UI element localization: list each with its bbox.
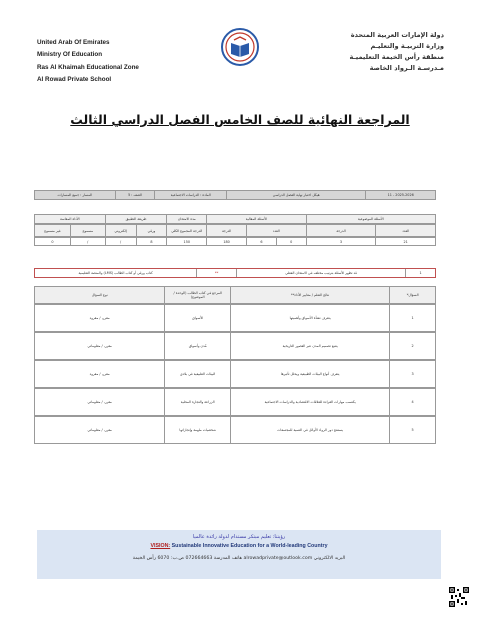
subject-label: المادة : الدراسات الاجتماعية	[154, 191, 226, 199]
row-outcome: يتتبع تصميم المدن عبر العصور التاريخية	[230, 333, 389, 359]
col-outcome: نتائج التعلم / معايير الأداء**	[230, 287, 389, 303]
school-header-arabic	[350, 30, 444, 74]
row-reference: الزراعة والتجارة المحلية	[164, 389, 230, 415]
value-cell: 180	[206, 238, 246, 245]
group-header-row	[34, 214, 436, 224]
objective-header: الأسئلة الموضوعية	[306, 215, 435, 223]
essay-header: الأسئلة المقالية	[206, 215, 306, 223]
note-number: 1	[405, 269, 435, 277]
vision-footer	[37, 530, 441, 579]
row-number: 2	[389, 333, 435, 359]
vision-english	[37, 543, 441, 549]
value-cell: 3	[306, 238, 376, 245]
info-row	[34, 190, 436, 200]
sub-header: غير مسموع	[44, 228, 61, 233]
qr-code-icon	[449, 587, 469, 607]
values-row	[34, 237, 436, 246]
table-row	[34, 304, 436, 332]
row-reference: البيئات الطبيعية في بلادي	[164, 361, 230, 387]
row-outcome: يكتسب مهارات القراءة للعلاقات الاقتصادية والدراسات الاجتماعية	[230, 389, 389, 415]
row-number: 1	[389, 305, 435, 331]
header-ar-line: دولة الإمارات العربية المتحدة	[350, 31, 444, 39]
row-number: 4	[389, 389, 435, 415]
header-en-line: Ras Al Khaimah Educational Zone	[37, 63, 139, 71]
sub-header: الدرجة	[206, 225, 246, 236]
value-cell: 6	[246, 238, 276, 245]
row-number: 5	[389, 417, 435, 443]
table-row	[34, 332, 436, 360]
note-text: قد تظهر الأسئلة بترتيب مختلف في الامتحان الفعلي	[236, 269, 405, 277]
tool-header: الأداة المقاسة	[60, 217, 80, 221]
row-reference: مُدن وأسواق	[164, 333, 230, 359]
note-row	[34, 268, 436, 278]
row-outcome: يتعرف نشأة الأسواق وأهميتها	[230, 305, 389, 331]
header-ar-line: منطقة رأس الخيمة التعليميـة	[349, 53, 444, 61]
row-outcome: يستنتج دور الرواد الأوائل في التنمية للمجتمعات	[230, 417, 389, 443]
row-reference: شخصيات ملهمة وإنجازاتها	[164, 417, 230, 443]
col-question: السؤال*	[389, 287, 435, 303]
sub-header: إلكتروني	[105, 225, 136, 236]
row-type: مقرر، / مقروء	[89, 372, 110, 376]
sub-header-row	[34, 224, 436, 237]
table-row	[34, 416, 436, 444]
sub-header: العدد	[375, 225, 435, 236]
contact-info: البريد الالكتروني alrowadprivate@outlook.com هاتف المدرسة 072664663 ص.ب: 6070 رأس الخيمة	[132, 556, 346, 561]
page-title: المراجعة النهائية للصف الخامس الفصل الدراسي الثالث	[70, 112, 410, 127]
row-type: مقرر، / مقروء	[89, 316, 110, 320]
value-cell: 21	[375, 238, 435, 245]
vision-label: VISION:	[150, 543, 171, 549]
value-cell: /	[105, 238, 136, 245]
row-type: مقرر، / معلوماتي	[87, 400, 112, 404]
row-type: مقرر، / معلوماتي	[87, 428, 112, 432]
sub-header: الدرجة المجموع الكلي	[166, 225, 206, 236]
header-en-line: Ministry Of Education	[37, 51, 103, 59]
header-ar-line: وزارة التربيـة والتعليـم	[370, 42, 444, 50]
value-cell: 0	[51, 239, 54, 244]
col-type: نوع السؤال	[91, 293, 108, 297]
sub-header: العدد	[246, 225, 306, 236]
row-reference: الأسواق	[164, 305, 230, 331]
header-en-line: United Arab Of Emirates	[37, 39, 110, 46]
table-row	[34, 360, 436, 388]
sub-header: الدرجة	[306, 225, 376, 236]
school-logo	[220, 27, 260, 67]
note-resource: كتاب ورقي أو كتاب الطالب (LMS) والمنصة التعليمية	[78, 271, 153, 275]
row-outcome: يتعرف أنواع البيئات الطبيعية ويحلل تأثيرها	[230, 361, 389, 387]
value-cell: /	[70, 238, 105, 245]
vision-text: Sustainable Innovative Education for a World-leading Country	[170, 543, 328, 549]
exam-duration-header: مدة الامتحان	[166, 215, 206, 223]
header-en-line: Al Rowad Private School	[37, 75, 112, 83]
track-label: المسار : جميع المسارات	[57, 193, 93, 197]
row-number: 3	[389, 361, 435, 387]
questions-header-row	[34, 286, 436, 304]
academic-year: 2025-2026 - 11	[365, 191, 435, 199]
header-ar-line: مـدرسـة الـرواد الخاصة	[369, 64, 444, 72]
sub-header: ورقي	[136, 225, 167, 236]
value-cell: 0	[276, 238, 306, 245]
structure-label: هيكل اختبار نهاية الفصل الدراسي	[226, 191, 365, 199]
note-mark: **	[196, 269, 236, 277]
sub-header: مسموع	[70, 225, 105, 236]
grade-label: الصف : 5	[115, 191, 155, 199]
school-header-english	[37, 37, 139, 86]
value-cell: 8	[136, 238, 167, 245]
application-header: طريقة التطبيق	[105, 215, 167, 223]
value-cell: 150	[166, 238, 206, 245]
row-type: مقرر، / معلوماتي	[87, 344, 112, 348]
vision-arabic: رؤيتنا: تعليم مبتكر مستدام لدولة رائدة عالميا	[192, 534, 286, 540]
col-reference: المرجع في كتاب الطالب (الوحدة / الموضوع)	[164, 287, 230, 303]
table-row	[34, 388, 436, 416]
